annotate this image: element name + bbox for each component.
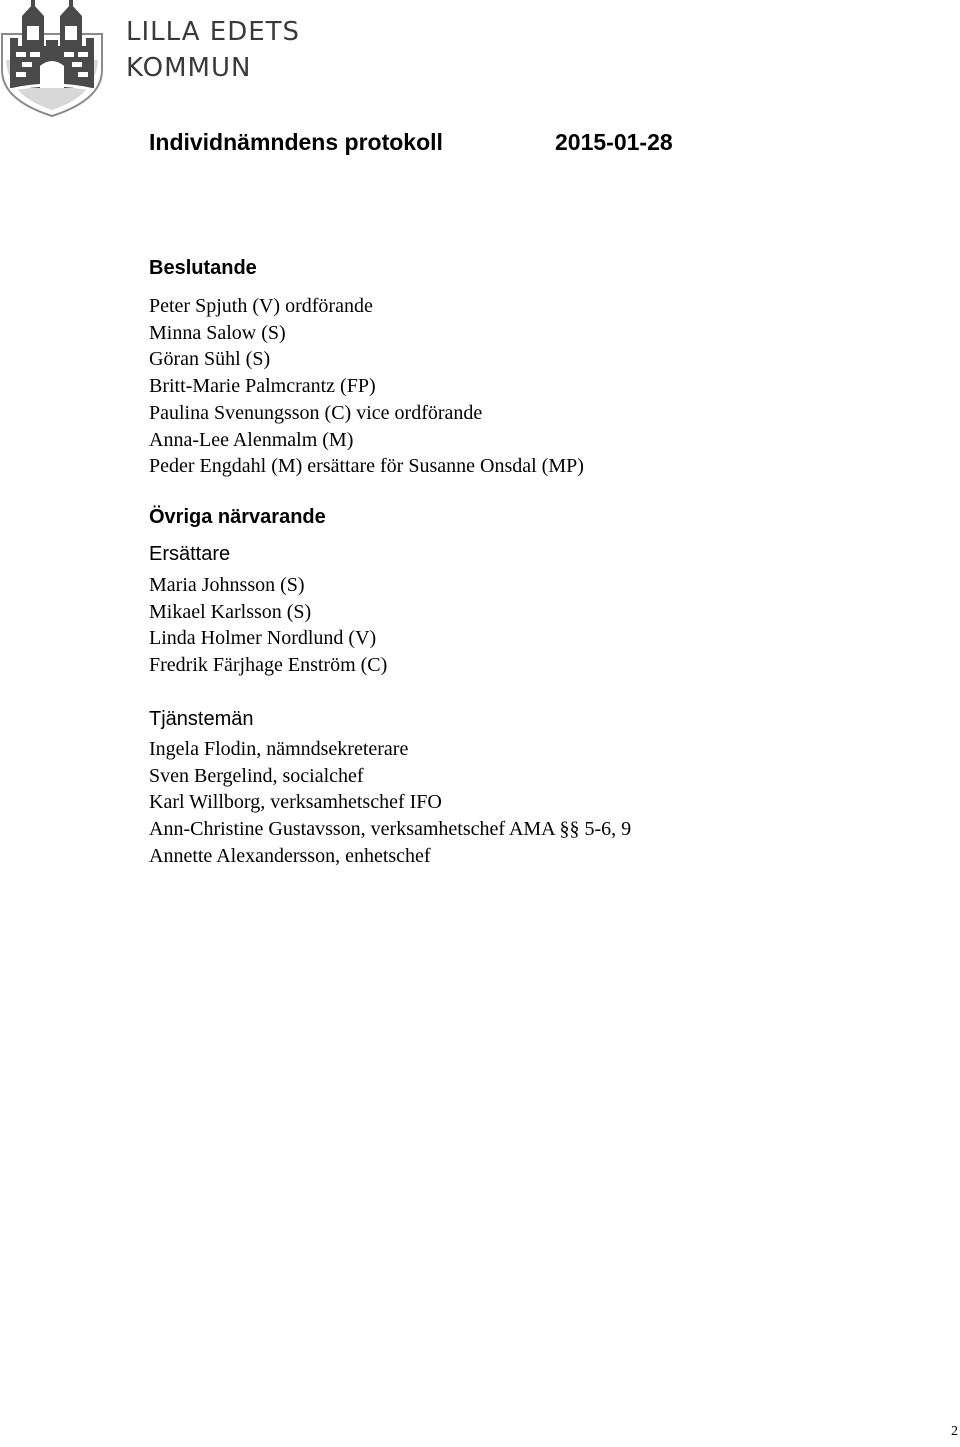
section-heading-ovriga: Övriga närvarande (149, 506, 326, 528)
page-number: 2 (951, 1424, 958, 1439)
list-item: Fredrik Färjhage Enström (C) (149, 654, 388, 677)
tjansteman-list (149, 736, 631, 870)
document-date: 2015-01-28 (555, 129, 673, 155)
list-item: Maria Johnsson (S) (149, 574, 305, 596)
list-item: Paulina Svenungsson (C) vice ordförande (149, 401, 483, 424)
beslutande-list (149, 293, 584, 480)
list-item: Peder Engdahl (M) ersättare för Susanne Onsdal (MP) (149, 455, 584, 478)
list-item: Ingela Flodin, nämndsekreterare (149, 738, 409, 760)
municipal-coat-of-arms-icon (0, 0, 104, 118)
list-item: Britt-Marie Palmcrantz (FP) (149, 375, 376, 398)
list-item: Ann-Christine Gustavsson, verksamhetschef AMA §§ 5-6, 9 (149, 818, 632, 841)
list-item: Minna Salow (S) (149, 321, 286, 344)
list-item: Peter Spjuth (V) ordförande (149, 295, 373, 317)
section-heading-beslutande: Beslutande (149, 257, 257, 279)
list-item: Mikael Karlsson (S) (149, 600, 312, 623)
sub-heading-tjansteman: Tjänstemän (149, 708, 254, 730)
document-title: Individnämndens protokoll (149, 129, 443, 155)
logo-line-2: KOMMUN (126, 53, 252, 83)
list-item: Linda Holmer Nordlund (V) (149, 627, 377, 650)
ersattare-list (149, 572, 387, 679)
list-item: Karl Willborg, verksamhetschef IFO (149, 791, 442, 814)
logo-wordmark (126, 14, 300, 86)
list-item: Anna-Lee Alenmalm (M) (149, 428, 354, 451)
list-item: Sven Bergelind, socialchef (149, 764, 364, 787)
sub-heading-ersattare: Ersättare (149, 543, 231, 565)
list-item: Göran Sühl (S) (149, 348, 271, 371)
logo-line-1: LILLA EDETS (126, 17, 301, 47)
list-item: Annette Alexandersson, enhetschef (149, 844, 431, 867)
